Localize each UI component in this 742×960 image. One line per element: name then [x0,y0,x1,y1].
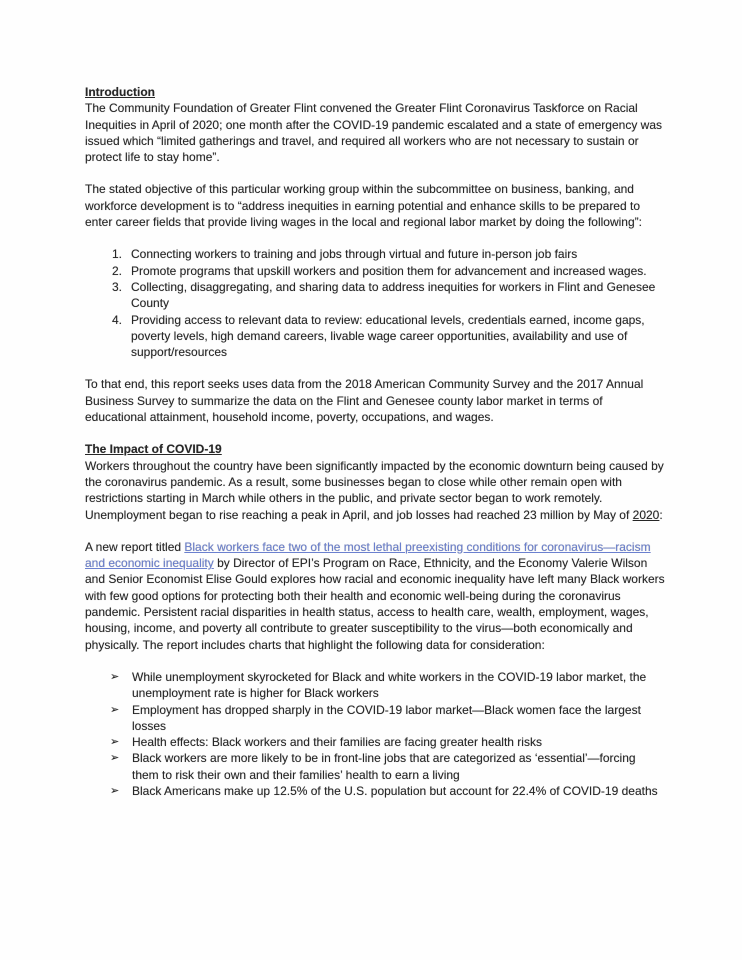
bullet-item-text: Health effects: Black workers and their families are facing greater health risks [132,735,542,750]
list-item-text: Providing access to relevant data to review: educational levels, credentials earned, income gaps, poverty levels, high demand careers, livable wage career opportunities, availability and use of support/resources [131,312,645,360]
intro-paragraph-2: The stated objective of this particular working group within the subcommittee on business, banking, and workforce development is to “address inequities in earning potential and enhance skills to be prepared to enter career fields that provide living wages in the local and regional labor market by doing the following”: [85,182,642,230]
list-number: 3. [112,279,123,294]
arrow-bullet-icon: ➢ [110,670,120,683]
covid-paragraph-1-text: Workers throughout the country have been significantly impacted by the economic downturn being caused by the coronavirus pandemic. As a result, some businesses began to close while other remain open with restrictions starting in March while others in the public, and private sector began to work remotely. Unemployment began to rise reaching a peak in April, and job losses had reached 23 million by May of [85,458,664,522]
bullet-item-text: While unemployment skyrocketed for Black and white workers in the COVID-19 labor market, the unemployment rate is higher for Black workers [132,669,647,701]
intro-paragraph-1: The Community Foundation of Greater Flint convened the Greater Flint Coronavirus Taskforce on Racial Inequities in April of 2020; one month after the COVID-19 pandemic escalated and a state of emergency was issued which “limited gatherings and travel, and required all workers who are not necessary to sustain or protect life to stay home”. [85,101,663,165]
objectives-numbered-list [85,246,665,360]
covid-paragraph-2-prefix: A new report titled [85,539,185,554]
bullet-item-text: Employment has dropped sharply in the COVID-19 labor market—Black women face the largest losses [132,702,641,733]
bullet-item [85,734,665,750]
list-item [85,246,665,262]
section-heading-introduction: Introduction [85,85,155,99]
bullet-item [85,669,665,702]
list-item-text: Promote programs that upskill workers and position them for advancement and increased wages. [131,263,647,278]
list-item-text: Connecting workers to training and jobs through virtual and future in-person job fairs [131,247,578,262]
list-number: 4. [112,312,123,327]
arrow-bullet-icon: ➢ [110,703,120,716]
bullet-item [85,750,665,783]
bullet-item-text: Black Americans make up 12.5% of the U.S. population but account for 22.4% of COVID-19 deaths [132,783,658,798]
epi-report-link[interactable]: Black workers face two of the most lethal preexisting conditions for coronavirus—racism and economic inequality [85,539,651,571]
list-item [85,263,665,279]
covid-paragraph-2 [85,539,665,653]
year-2020-link[interactable]: 2020 [632,507,660,522]
arrow-bullet-icon: ➢ [110,752,120,765]
list-item [85,279,665,312]
covid-paragraph-2-suffix: by Director of EPI’s Program on Race, Ethnicity, and the Economy Valerie Wilson and Senior Economist Elise Gould explores how racial and economic inequality have left many Black workers with few good options for protecting both their health and economic well-being during the coronavirus pandemic. Persistent racial disparities in health status, access to health care, wealth, employment, wages, housing, income, and poverty all contribute to greater susceptibility to the virus—both economically and physically. The report includes charts that highlight the following data for consideration: [85,556,665,652]
intro-paragraph-3: To that end, this report seeks uses data from the 2018 American Community Survey and the 2017 Annual Business Survey to summarize the data on the Flint and Genesee county labor market in terms of educational attainment, household income, poverty, occupations, and wages. [85,377,644,425]
arrow-bullet-icon: ➢ [110,736,120,749]
list-item-text: Collecting, disaggregating, and sharing data to address inequities for workers in Flint and Genesee County [131,279,656,311]
covid-paragraph-1 [85,458,665,523]
list-item [85,312,665,361]
document-content [85,84,665,815]
covid-paragraph-1-end: : [659,507,663,522]
covid-bullet-list [85,669,665,799]
bullet-item [85,702,665,735]
list-number: 1. [112,247,123,262]
section-heading-covid-impact: The Impact of COVID-19 [85,442,222,457]
arrow-bullet-icon: ➢ [110,784,120,797]
bullet-item-text: Black workers are more likely to be in front-line jobs that are categorized as ‘essential’—forcing them to risk their own and their families’ health to earn a living [132,751,636,782]
list-number: 2. [112,263,123,278]
bullet-item [85,783,665,799]
